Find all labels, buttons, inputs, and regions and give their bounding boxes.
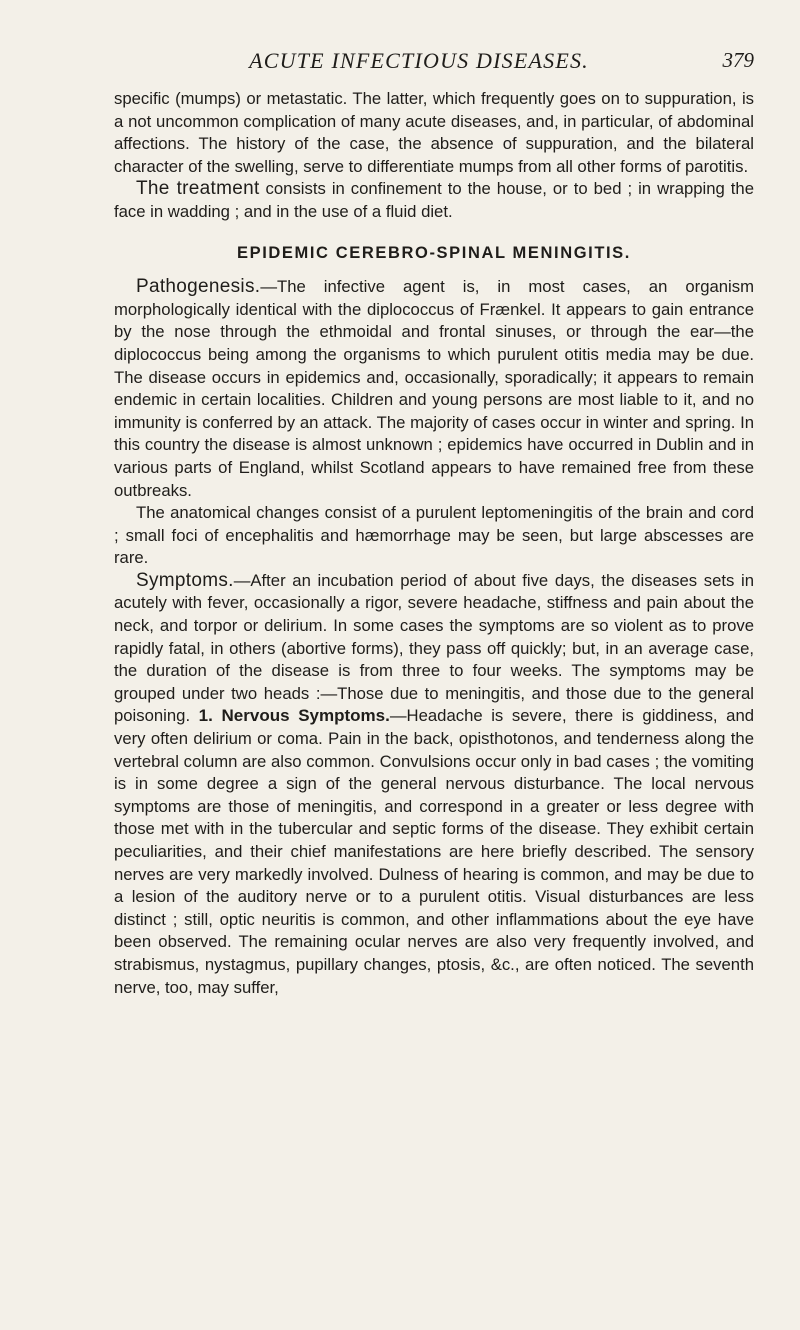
treatment-paragraph (114, 178, 754, 223)
symptoms-paragraph (114, 570, 754, 999)
running-title: ACUTE INFECTIOUS DISEASES. (249, 48, 589, 73)
page-number: 379 (722, 48, 754, 72)
body-text (114, 88, 754, 999)
pathogenesis-heading: Pathogenesis. (136, 276, 261, 298)
symptoms-text-1: —After an incubation period of about five days, the diseases sets in acutely with fever, occasionally a rigor, severe headache, stiffness and pain about the neck, and torpor or delirium. In some cases the symptoms are so violent as to prove rapidly fatal, in others (abortive forms), they pass off quickly; but, in an average case, the duration of the disease is from three to four weeks. The symptoms may be grouped under two heads :—Those due to meningitis, and those due to the general poisoning. (114, 570, 754, 726)
symptoms-text-2: —Headache is severe, there is giddiness, and very often delirium or coma. Pain in the back, opisthotonos, and tenderness along the vertebral column are also common. Convulsions occur only in bad cases ; the vomiting is in some degree a sign of the general nervous disturbance. The local nervous symptoms are those of meningitis, and correspond in a greater or less degree with those met with in the tubercular and septic forms of the disease. They exhibit certain peculiarities, and their chief manifestations are here briefly described. The sensory nerves are very markedly involved. Dulness of hearing is common, and may be due to a lesion of the auditory nerve or to a purulent otitis. Visual disturbances are less distinct ; still, optic neuritis is common, and other inflammations about the eye have been observed. The remaining ocular nerves are also very frequently involved, and strabismus, nystagmus, pupillary changes, ptosis, &c., are often noticed. The seventh nerve, too, may suffer, (114, 706, 754, 997)
pathogenesis-text: —The infective agent is, in most cases, an organism morphologically identical with the diplococcus of Frænkel. It appears to gain entrance by the nose through the ethmoidal and frontal sinuses, or through the ear—the diplococcus being among the organisms to which purulent otitis media may be due. The disease occurs in epidemics and, occasionally, sporadically; it appears to remain endemic in certain localities. Children and young persons are most liable to it, and no immunity is conferred by an attack. The majority of cases occur in winter and spring. In this country the disease is almost unknown ; epidemics have occurred in Dublin and in various parts of England, whilst Scotland appears to have remained free from these outbreaks. (114, 277, 754, 500)
treatment-heading: The treatment (136, 178, 260, 200)
nervous-symptoms-subheading: 1. Nervous Symptoms. (198, 706, 390, 726)
mumps-text: specific (mumps) or metastatic. The latter, which frequently goes on to suppuration, is a not uncommon complication of many acute diseases, and, in particular, of abdominal affections. The history of the case, the absence of suppuration, and the bilateral character of the swelling, serve to differentiate mumps from all other forms of parotitis. (114, 89, 754, 176)
running-head (114, 48, 754, 88)
pathogenesis-paragraph (114, 276, 754, 502)
symptoms-heading: Symptoms. (136, 569, 234, 591)
anatomical-text: The anatomical changes consist of a purulent leptomeningitis of the brain and cord ; small foci of encephalitis and hæmorrhage may be seen, but large abscesses are rare. (114, 503, 754, 568)
section-title: EPIDEMIC CEREBRO-SPINAL MENINGITIS. (237, 243, 631, 262)
mumps-paragraph (114, 88, 754, 178)
treatment-text: consists in confinement to the house, or to bed ; in wrapping the face in wadding ; and in the use of a fluid diet. (114, 179, 754, 221)
anatomical-paragraph (114, 502, 754, 570)
